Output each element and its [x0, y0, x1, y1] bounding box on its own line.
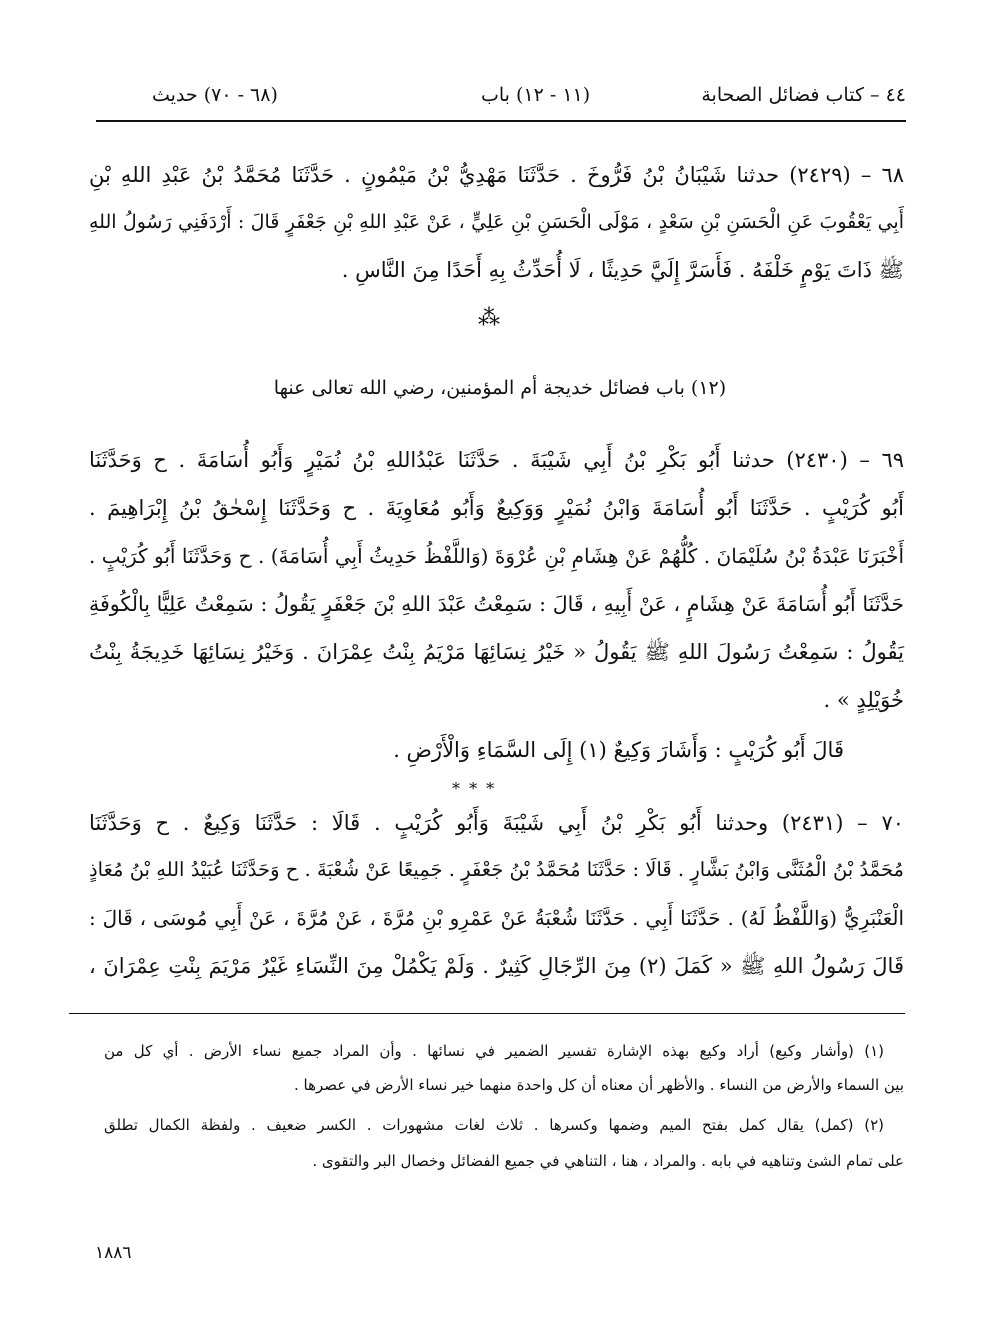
hadith-68-line-3: ﷺ ذَاتَ يَوْمٍ خَلْفَهُ . فَأَسَرَّ إِلَيَّ حَدِيثًا ، لَا أُحَدِّثُ بِهِ أَحَدًا مِنَ النَّاسِ .	[341, 258, 904, 282]
hadith-70-line-2: مُحَمَّدُ بْنُ الْمُثَنَّى وَابْنُ بَشَّارٍ . قَالَا : حَدَّثَنَا مُحَمَّدُ بْنُ جَعْفَرٍ . جَمِيعًا عَنْ شُعْبَةَ . ح وَحَدَّثَنَا عُبَيْدُ اللهِ بْنُ مُعَاذٍ	[89, 858, 904, 881]
footnote-1-line-2: بين السماء والأرض من النساء . والأظهر أن معناه أن كل واحدة منهما خير نساء الأرض في عصرها .	[293, 1076, 904, 1094]
footnote-1-line-1: (١) (وأشار وكيع) أراد وكيع بهذه الإشارة تفسير الضمير في نسائها . وأن المراد جميع نساء الأرض . أي كل من	[104, 1042, 884, 1060]
hadith-69-line-2: أَبُو كُرَيْبٍ . حَدَّثَنَا أَبُو أُسَامَةَ وَابْنُ نُمَيْرٍ وَوَكِيعٌ وَأَبُو مُعَاوِيَةَ . ح وَحَدَّثَنَا إِسْحٰقُ بْنُ إِبْرَاهِيمَ .	[89, 496, 904, 520]
hadith-69-line-6: خُوَيْلِدٍ » .	[823, 688, 904, 712]
hadith-69-line-3: أَخْبَرَنَا عَبْدَةُ بْنُ سُلَيْمَانَ . كُلُّهُمْ عَنْ هِشَامِ بْنِ عُرْوَةَ (وَاللَّفْظُ حَدِيثُ أَبِي أُسَامَةَ) . ح وَحَدَّثَنَا أَبُو كُرَيْبٍ .	[89, 544, 904, 568]
hadith-70-line-1: ٧٠ – (٢٤٣١) وحدثنا أَبُو بَكْرِ بْنُ أَبِي شَيْبَةَ وَأَبُو كُرَيْبٍ . قَالَا : حَدَّثَنَا وَكِيعٌ . ح وَحَدَّثَنَا	[89, 811, 904, 835]
footnote-2-line-1: (٢) (كمل) يقال كمل بفتح الميم وضمها وكسرها . ثلاث لغات مشهورات . الكسر ضعيف . ولفظة الكمال تطلق	[104, 1116, 884, 1134]
hadith-69-line-1: ٦٩ – (٢٤٣٠) حدثنا أَبُو بَكْرِ بْنُ أَبِي شَيْبَةَ . حَدَّثَنَا عَبْدُاللهِ بْنُ نُمَيْرٍ وَأَبُو أُسَامَةَ . ح وَحَدَّثَنَا	[89, 448, 904, 472]
hadith-69-line-5: يَقُولُ : سَمِعْتُ رَسُولَ اللهِ ﷺ يَقُولُ « خَيْرُ نِسَائِهَا مَرْيَمُ بِنْتُ عِمْرَانَ . وَخَيْرُ نِسَائِهَا خَدِيجَةُ بِنْتُ	[89, 640, 904, 664]
chapter-title: (١٢) باب فضائل خديجة أم المؤمنين، رضي الله تعالى عنها	[273, 377, 727, 399]
footnote-rule	[69, 1013, 905, 1014]
hadith-68-line-2: أَبِي يَعْقُوبَ عَنِ الْحَسَنِ بْنِ سَعْدٍ ، مَوْلَى الْحَسَنِ بْنِ عَلِيٍّ ، عَنْ عَبْدِ اللهِ بْنِ جَعْفَرٍ قَالَ : أَرْدَفَنِي رَسُولُ اللهِ	[89, 211, 904, 233]
section-separator-2: * * *	[452, 779, 497, 798]
header-book-title: ٤٤ – كتاب فضائل الصحابة	[701, 84, 906, 106]
hadith-68-line-1: ٦٨ – (٢٤٢٩) حدثنا شَيْبَانُ بْنُ فَرُّوخَ . حَدَّثَنَا مَهْدِيُّ بْنُ مَيْمُونٍ . حَدَّثَنَا مُحَمَّدُ بْنُ عَبْدِ اللهِ بْنِ	[89, 163, 904, 187]
hadith-69-line-7: قَالَ أَبُو كُرَيْبٍ : وَأَشَارَ وَكِيعٌ (١) إِلَى السَّمَاءِ وَالْأَرْضِ .	[393, 738, 844, 762]
page-number: ١٨٨٦	[95, 1243, 132, 1263]
footnote-2-line-2: على تمام الشئ وتناهيه في بابه . والمراد ، هنا ، التناهي في جميع الفضائل وخصال البر والتقوى .	[312, 1152, 904, 1170]
header-chapter-range: (١١ - ١٢) باب	[481, 84, 591, 106]
hadith-69-line-4: حَدَّثَنَا أَبُو أُسَامَةَ عَنْ هِشَامٍ ، عَنْ أَبِيهِ ، قَالَ : سَمِعْتُ عَبْدَ اللهِ بْنَ جَعْفَرٍ يَقُولُ : سَمِعْتُ عَلِيًّا بِالْكُوفَةِ	[89, 592, 904, 616]
hadith-70-line-3: الْعَنْبَرِيُّ (وَاللَّفْظُ لَهُ) . حَدَّثَنَا أَبِي . حَدَّثَنَا شُعْبَةُ عَنْ عَمْرِو بْنِ مُرَّةَ ، عَنْ مُرَّةَ ، عَنْ أَبِي مُوسَى ، قَالَ :	[89, 906, 904, 930]
hadith-70-line-4: قَالَ رَسُولُ اللهِ ﷺ « كَمَلَ (٢) مِنَ الرِّجَالِ كَثِيرٌ . وَلَمْ يَكْمُلْ مِنَ النِّسَاءِ غَيْرُ مَرْيَمَ بِنْتِ عِمْرَانَ ،	[89, 954, 904, 978]
running-header	[96, 84, 906, 114]
header-rule	[96, 120, 906, 122]
header-hadith-range: (٦٨ - ٧٠) حديث	[152, 84, 278, 106]
section-separator: ⁂	[478, 306, 502, 331]
